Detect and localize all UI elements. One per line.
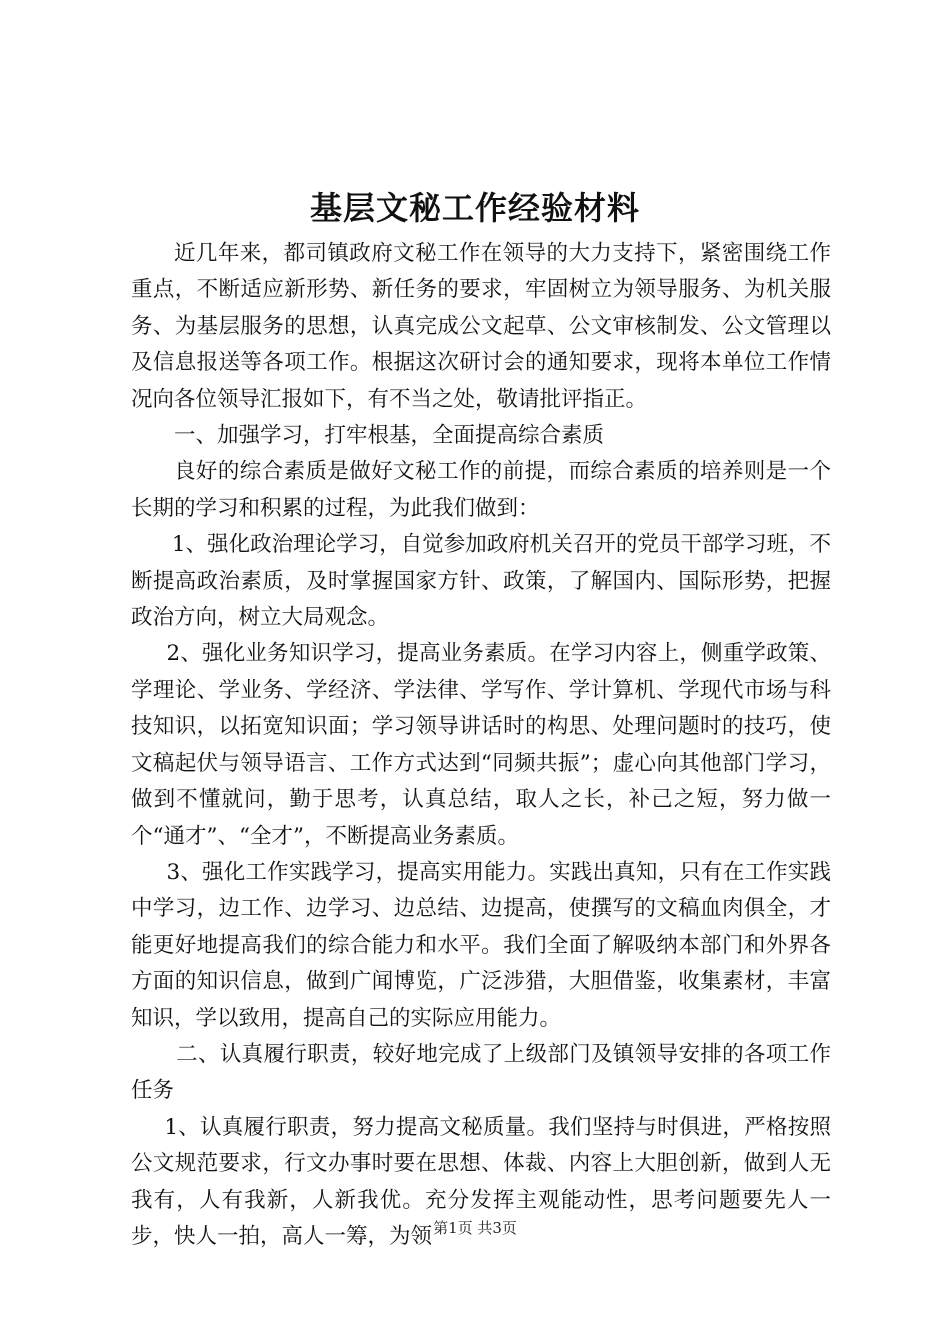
- paragraph-item-1: 1、强化政治理论学习，自觉参加政府机关召开的党员干部学习班，不断提高政治素质，及时掌握国家方针、政策，了解国内、国际形势，把握政治方向，树立大局观念。: [131, 532, 831, 631]
- paragraph-section-1-intro: 良好的综合素质是做好文秘工作的前提，而综合素质的培养则是一个长期的学习和积累的过程，为此我们做到：: [131, 459, 831, 521]
- section-heading-2: 二、认真履行职责，较好地完成了上级部门及镇领导安排的各项工作任务: [131, 1041, 831, 1104]
- paragraph-section-2-item-1: 1、认真履行职责，努力提高文秘质量。我们坚持与时俱进，严格按照公文规范要求，行文办事时要在思想、体裁、内容上大胆创新，做到人无我有，人有我新，人新我优。充分发挥主观能动性，思考问题要先人一步，快人一拍，高人一筹，为领: [131, 1114, 831, 1249]
- paragraph-item-3: 3、强化工作实践学习，提高实用能力。实践出真知，只有在工作实践中学习，边工作、边学习、边总结、边提高，使撰写的文稿血肉俱全，才能更好地提高我们的综合能力和水平。我们全面了解吸纳本部门和外界各方面的知识信息，做到广闻博览，广泛涉猎，大胆借鉴，收集素材，丰富知识，学以致用，提高自己的实际应用能力。: [131, 859, 831, 1031]
- paragraph-intro: 近几年来，都司镇政府文秘工作在领导的大力支持下，紧密围绕工作重点，不断适应新形势、新任务的要求，牢固树立为领导服务、为机关服务、为基层服务的思想，认真完成公文起草、公文审核制发、公文管理以及信息报送等各项工作。根据这次研讨会的通知要求，现将本单位工作情况向各位领导汇报如下，有不当之处，敬请批评指正。: [131, 241, 831, 412]
- paragraph-item-2: 2、强化业务知识学习，提高业务素质。在学习内容上，侧重学政策、学理论、学业务、学经济、学法律、学写作、学计算机、学现代市场与科技知识，以拓宽知识面；学习领导讲话时的构思、处理问题时的技巧，使文稿起伏与领导语言、工作方式达到“同频共振”；虚心向其他部门学习，做到不懂就问，勤于思考，认真总结，取人之长，补己之短，努力做一个“通才”、“全才”，不断提高业务素质。: [131, 641, 831, 849]
- document-body: [131, 236, 831, 1255]
- page-footer: 第1页 共3页: [433, 1219, 517, 1237]
- document-title: 基层文秘工作经验材料: [309, 189, 640, 227]
- section-heading-1: 一、加强学习，打牢根基，全面提高综合素质: [174, 423, 605, 449]
